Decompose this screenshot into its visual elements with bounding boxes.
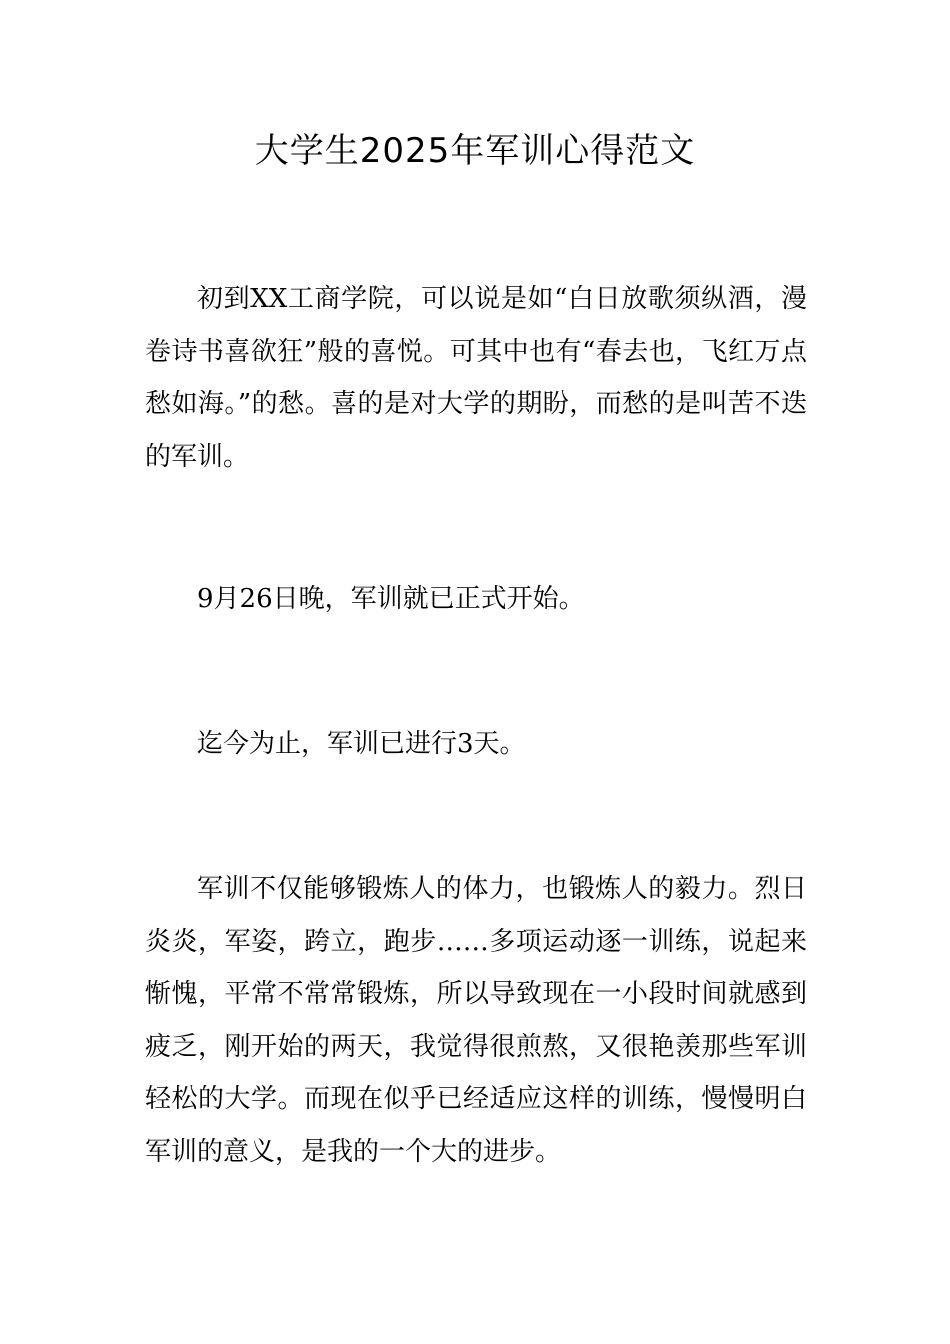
paragraph-reflection: 军训不仅能够锻炼人的体力，也锻炼人的毅力。烈日炎炎，军姿，跨立，跑步……多项运动逐一训练，说起来惭愧，平常不常常锻炼，所以导致现在一小段时间就感到疲乏，刚开始的两天，我觉得很煎熬，又很艳羡那些军训轻松的大学。而现在似乎已经适应这样的训练，慢慢明白军训的意义，是我的一个大的进步。: [145, 874, 807, 1167]
paragraph-start-date: 9月26日晚，军训就已正式开始。: [197, 584, 585, 614]
document-title: 大学生2025年军训心得范文: [254, 131, 696, 171]
paragraph-intro: 初到XX工商学院，可以说是如“白日放歌须纵酒，漫卷诗书喜欲狂”般的喜悦。可其中也有“春去也，飞红万点愁如海。”的愁。喜的是对大学的期盼，而愁的是叫苦不迭的军训。: [145, 284, 807, 472]
paragraph-duration: 迄今为止，军训已进行3天。: [197, 729, 526, 759]
